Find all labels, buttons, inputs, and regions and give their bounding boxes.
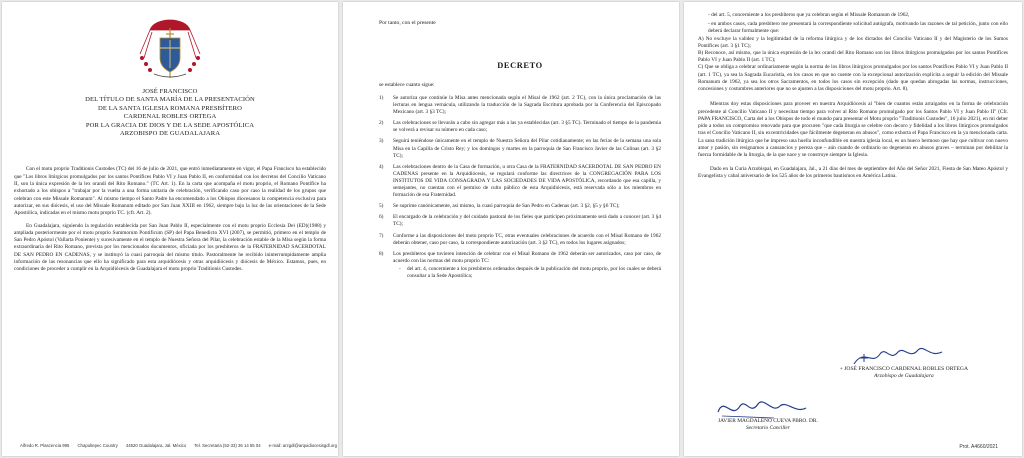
protocol-number: Prot. A4660/2021 bbox=[959, 444, 998, 450]
footer-email: e-mail: arzgdl@arquidiocesisgdl.org bbox=[268, 443, 338, 448]
decree-item bbox=[379, 120, 661, 134]
header-line: ARZOBISPO DE GUADALAJARA bbox=[119, 130, 221, 138]
page-3 bbox=[684, 2, 1022, 456]
signatures bbox=[698, 336, 1008, 456]
paragraph: En Guadalajara, siguiendo la regulación establecida por San Juan Pablo II, especialmente con el motu proprio Ecclesia Dei (ED)(1988) y ampliada posteriormente por el motu proprio Summorum Pontificum (SP) del Papa Benedicto XVI (2007), se permitió, primero en el templo de San Pedro Apóstol (Vallarta Poniente) y sucesivamente en el templo de Nuestra Señora del Pilar, la celebración estable de la Misa según la forma extraordinaria del Rito Romano, prevista por los mencionados documentos, oficiada por los presbíteros de la FRATERNIDAD SACERDOTAL DE SAN PEDRO EN CADENAS, y se instituyó la cuasi parroquia del mismo título. Pastoralmente he recibido ininterrumpidamente amplia información de las resonancias que ello ha significado para esta arquidiócesis y otras arquidiócesis y diócesis de México. Estamos, pues, en condiciones de proceder a cumplir en la Arquidiócesis de Guadalajara el motu proprio Traditionis Custodes. bbox=[14, 222, 326, 273]
cardinal-title: Arzobispo de Guadalajara bbox=[874, 373, 934, 379]
declaration-c: C) Que se obliga a celebrar ordinariamente según la norma de los libros litúrgicos promulgados por los santos Pontífices Pablo VI y Juan Pablo II (art. 1 TC), ya sea la Sagrada Eucaristía, en los casos en que no cuente con la excepcional autorización explícita a seguir la edición del Missale Romanum de 1962, ya sea los otros Sacramentos, en todos los casos sin excepción (dado que quedan abrogadas las normas, instrucciones, concesiones y costumbres anteriores que no se ajusten a las disposiciones del motu proprio. Art. 8). bbox=[698, 64, 1008, 93]
letterhead-footer bbox=[20, 443, 338, 448]
declaration-a: A) No excluye la validez y la legitimidad de la reforma litúrgica y de los dictados del Concilio Vaticano II y del Magisterio de los Sumos Pontífices (art. 3 §1 TC); bbox=[698, 35, 1008, 49]
footer-city: 44620 Guadalajara, Jal. México bbox=[125, 443, 187, 448]
decree-item bbox=[379, 138, 661, 159]
item-text: Los presbíteros que tuvieren intención de celebrar con el Misal Romano de 1962 deberán ser autorizados, caso por caso, de acuerdo con las normas del motu proprio TC: bbox=[393, 250, 661, 264]
page-2 bbox=[343, 2, 679, 456]
item-text: Seguirá teniéndose únicamente en el templo de Nuestra Señora del Pilar cotidianamente; en las ferias de la semana una sola Misa en la Capilla de Cristo Rey; y los domingos y martes en la parroquia de San Francisco Javier de las Colinas (art. 3 §2 TC); bbox=[393, 138, 661, 159]
item-text: Se autoriza que continúe la Misa antes mencionada según el Misal de 1962 (art. 2 TC), con la única proclamación de las lecturas en lengua vernácula, utilizando la traducción de la Sagrada Escritura aprobada por la Conferencia del Episcopado Mexicano (art. 3 §3 TC); bbox=[393, 95, 661, 116]
item-number: 2) bbox=[379, 120, 384, 127]
chancellor-title: Secretario Canciller bbox=[745, 425, 790, 431]
item-number: 6) bbox=[379, 214, 384, 221]
item-text: Conforme a las disposiciones del motu proprio TC, otras eventuales celebraciones de acuerdo con el Misal Romano de 1962 deberán obtener, caso por caso, la correspondiente autorización (art. 3 §2 TC), en todos los lugares asignados; bbox=[393, 232, 661, 246]
declaration-b: B) Reconoce, así mismo, que la única expresión de la lex orandi del Rito Romano son los libros litúrgicos promulgados por los santos Pontífices Pablo VI y Juan Pablo II (art. 1 TC); bbox=[698, 50, 1008, 64]
paragraph: Dado en la Curia Arzobispal, en Guadalajara, Jal., a 21 días del mes de septiembre del Año del Señor 2021, Fiesta de San Mateo Apóstol y Evangelista y cabal aniversario de los 525 años de los primeros bautismos en América Latina. bbox=[698, 165, 1008, 179]
item-number: 7) bbox=[379, 232, 384, 239]
footer-phone: Tel. Secretaria (52-33) 36 14 55 04 bbox=[194, 443, 261, 448]
decree-title: DECRETO bbox=[497, 61, 543, 70]
footer-colony: Chapultepec Country bbox=[77, 443, 118, 448]
sub-item: - del art. 4, concerniente a los presbíteros ordenados después de la publicación del motu proprio, por los cuales se deberá consultar a la Sede Apostólica; bbox=[399, 265, 661, 279]
paragraph: Con el motu proprio Traditionis Custodes (TC) del 16 de julio de 2021, que entró inmediatamente en vigor, el Papa Francisco ha establecido que "Los libros litúrgicos promulgados por los santos Pontífices Pablo VI y Juan Pablo II, en conformidad con los decretos del Concilio Vaticano II, son la única expresión de la lex orandi del Rito Romano." (TC Art. 1). En la carta que acompaña el motu proprio, el Romano Pontífice ha exhortado a los obispos a "trabajar por la vuelta a una forma unitaria de celebración, verificando caso por caso la realidad de los grupos que celebran con este Missale Romanum". Al mismo tiempo el Santo Padre ha encomendado a los Obispos diocesanos la competencia exclusiva para autorizar, en sus diócesis, el uso del Missale Romanum editado por San Juan XXIII en 1962, siempre bajo la luz de las orientaciones de la Sede Apostólica, indicadas en el mismo motu proprio TC. (cfr. Art. 2). bbox=[14, 166, 326, 217]
intro-line: Por tanto, con el presente bbox=[379, 20, 436, 26]
item-number: 5) bbox=[379, 203, 384, 210]
page-1-body bbox=[14, 166, 326, 273]
paragraph: Mientras doy estas disposiciones para proveer en nuestra Arquidiócesis al "bien de cuantos están arraigados en la forma de celebración precedente al Concilio Vaticano II y necesitan tiempo para volver al Rito Romano promulgado por los Santos Pablo VI y Juan Pablo II" (Cfr. PAPA FRANCISCO, Carta del a los Obispos de todo el mundo para presentar el Motu proprio "Traditionis Custodes", 16 julio 2021), en mi deber pido a todos un compromiso renovado para que procuren "que cada liturgia se celebre con decoro y fidelidad a los libros litúrgicos promulgados tras el Concilio Vaticano II, sin excentricidades que fácilmente degeneran en abusos", como exhorta el Papa Francisco en la ya mencionada carta. La sana tradición litúrgica que he impreso una huella inconfundible en nuestra iglesia local, es un hueco hermoso que hay que cultivar con nuevo amor y pasión, sin resignarnos a cansancios y pereza que – aún cuando de ordinario no degeneran en abusos graves – terminan por debilitar la fuerza formidable de la liturgia, de la que nace y se construye siempre la Iglesia. bbox=[698, 101, 1008, 159]
item-text: Se suprime canónicamente, así mismo, la cuasi parroquia de San Pedro en Cadenas (art. 3 §2, §5 y §6 TC); bbox=[393, 203, 620, 210]
continuation-item: - en ambos casos, cada presbítero me presentará la correspondiente solicitud autógrafa, motivando las razones de tal petición, junto con ello deberá declarar formalmente que: bbox=[708, 21, 1008, 35]
item-text: Las celebraciones se llevarán a cabo sin agregar más a las ya establecidas (art. 3 §5 TC). Terminado el tiempo de la pandemia se volverá a revisar su número en cada caso; bbox=[393, 120, 661, 134]
header-line: DEL TÍTULO DE SANTA MARÍA DE LA PRESENTACIÓN bbox=[85, 96, 255, 104]
chancellor-name: JAVIER MAGDALENO CUEVA PBRO. DR. bbox=[718, 418, 818, 424]
sub-item-text: del art. 4, concerniente a los presbíteros ordenados después de la publicación del motu proprio, por los cuales se deberá consultar a la Sede Apostólica; bbox=[407, 265, 661, 279]
item-number: 3) bbox=[379, 138, 384, 145]
item-text: El encargado de la celebración y del cuidado pastoral de los fieles que participen próximamente será dado a conocer (art. 3 §4 TC); bbox=[393, 214, 661, 228]
header-line: POR LA GRACIA DE DIOS Y DE LA SEDE APOSTÓLICA bbox=[85, 121, 255, 129]
page-1 bbox=[2, 2, 338, 456]
sub-list bbox=[399, 266, 661, 280]
continuation-item: - del art. 5, concerniente a los presbíteros que ya celebran según el Missale Romanum de 1962, bbox=[708, 12, 910, 18]
header-line: DE LA SANTA IGLESIA ROMANA PRESBÍTERO bbox=[97, 104, 243, 112]
item-number: 8) bbox=[379, 250, 384, 257]
cardinal-name: + JOSÉ FRANCISCO CARDENAL ROBLES ORTEGA bbox=[839, 366, 968, 372]
decree-item bbox=[379, 203, 661, 210]
item-number: 4) bbox=[379, 163, 384, 170]
decree-item bbox=[379, 251, 661, 280]
item-number: 1) bbox=[379, 95, 384, 101]
decree-item bbox=[379, 164, 661, 199]
header-line: JOSÉ FRANCISCO bbox=[142, 88, 198, 95]
decree-item bbox=[379, 214, 661, 228]
decree-subtitle: se establece cuanto sigue: bbox=[379, 82, 435, 88]
decree-item bbox=[379, 95, 661, 116]
coat-of-arms-icon bbox=[134, 14, 206, 84]
item-text: Las celebraciones dentro de la Casa de formación, u otra Casa de la FRATERNIDAD SACERDOTAL DE SAN PEDRO EN CADENAS presente en la Arquidiócesis, se regulará conforme las directrices de la CONGREGACIÓN PARA LOS INSTITUTOS DE VIDA CONSAGRADA Y LAS SOCIEDADES DE VIDA APOSTÓLICA, recordando que esa capilla, y semejantes, no cuentan con el permiso de culto público de esta Arquidiócesis, está reservada sólo a los miembros en formación de esa Fraternidad. bbox=[393, 163, 661, 199]
decree-item bbox=[379, 233, 661, 247]
footer-address: Alfredo R. Plascencia 995 bbox=[20, 443, 70, 448]
header-line: CARDENAL ROBLES ORTEGA bbox=[123, 113, 217, 121]
letterhead bbox=[14, 88, 326, 138]
